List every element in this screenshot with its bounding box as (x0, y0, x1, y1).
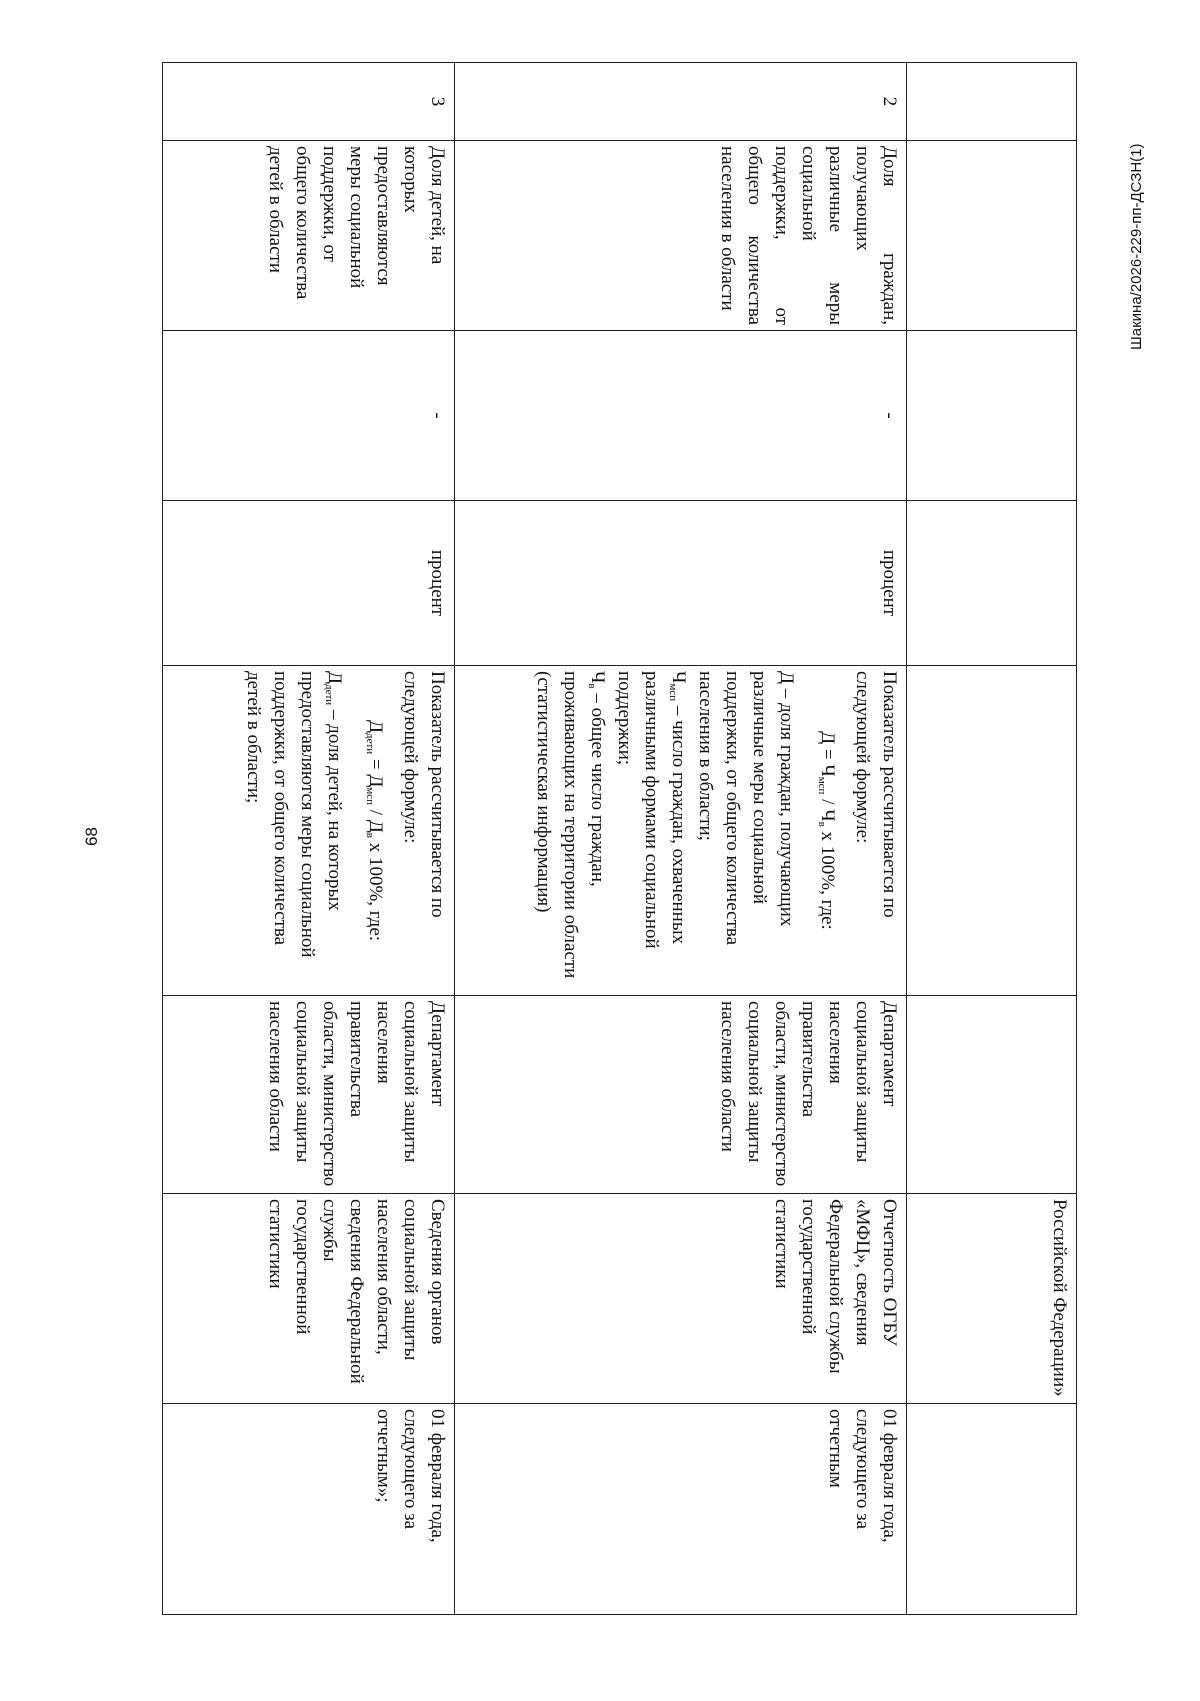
cell-responsible: Департамент социальной защиты населения правительства области, министерство социальной защиты населения области (455, 996, 907, 1194)
cell-unit: процент (163, 501, 455, 666)
cell-base-value: - (163, 331, 455, 501)
cell-responsible: Департамент социальной защиты населения правительства области, министерство социальной защиты населения области (163, 996, 455, 1194)
indicator-table (163, 62, 1077, 1614)
cell-source: Отчетность ОГБУ «МФЦ», сведения Федеральной службы государственной статистики (455, 1194, 907, 1404)
cell-deadline: 01 февраля года, следующего за отчетным»; (163, 1404, 455, 1615)
cell-num (907, 63, 1077, 141)
definition: Д – доля граждан, получающих различные меры социальной поддержки, от общего количества населения в области; (695, 671, 797, 946)
page-number: 68 (82, 827, 101, 846)
definition: $Ч_в$ – общее число граждан, проживающих на территории области (статистическая информация) (533, 671, 608, 979)
cell-deadline (907, 1404, 1077, 1615)
formula: $Д = Ч_{мсп} / Ч_в$ х 100%, где: (816, 731, 838, 930)
cell-base-value (907, 331, 1077, 501)
formula: $Д_{дети} = Д_{мсп} / Д_в$ х 100%, где: (364, 719, 386, 942)
cell-name (907, 141, 1077, 331)
cell-method (907, 666, 1077, 996)
cell-responsible (907, 996, 1077, 1194)
method-intro: Показатель рассчитывается по следующей формуле: (400, 671, 448, 918)
definition: $Д_{дети}$ – доля детей, на которых предоставляются меры социальной поддержки, от общего количества детей в области; (243, 671, 345, 958)
cell-unit: процент (455, 501, 907, 666)
table-row (163, 63, 455, 1615)
method-intro: Показатель рассчитывается по следующей формуле: (852, 671, 900, 918)
cell-source: Российской Федерации» (907, 1194, 1077, 1404)
cell-method (163, 666, 455, 996)
cell-name: Доля детей, на которых предоставляются меры социальной поддержки, от общего количества детей в области (163, 141, 455, 331)
cell-name: Доля граждан, получающих различные меры социальной поддержки, от общего количества населения в области (455, 141, 907, 331)
table-row (907, 63, 1077, 1615)
cell-num: 2 (455, 63, 907, 141)
cell-base-value: - (455, 331, 907, 501)
cell-source: Сведения органов социальной защиты населения области, сведения Федеральной службы государственной статистики (163, 1194, 455, 1404)
cell-unit (907, 501, 1077, 666)
cell-method (455, 666, 907, 996)
definition: $Ч_{мсп}$ – число граждан, охваченных различными формами социальной поддержки; (614, 671, 689, 949)
document-reference: Шакина/2026-229-пп-ДСЗН(1) (1128, 143, 1145, 350)
cell-num: 3 (163, 63, 455, 141)
cell-deadline: 01 февраля года, следующего за отчетным (455, 1404, 907, 1615)
table-row (455, 63, 907, 1615)
